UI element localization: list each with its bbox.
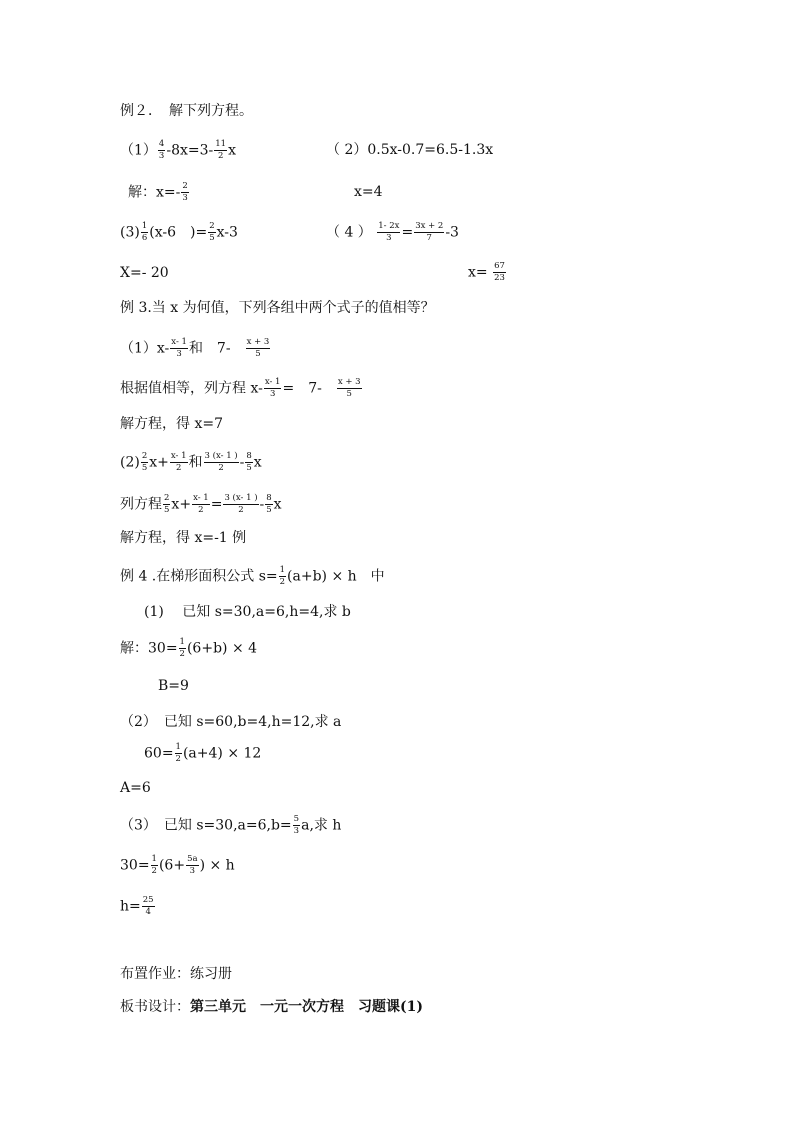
denominator: 5 — [246, 462, 252, 473]
text-segment: （1）x- — [120, 340, 170, 357]
text-segment: 和 7- — [188, 340, 245, 357]
numerator: x- 1 — [170, 451, 187, 461]
numerator: 1- 2x — [378, 221, 400, 231]
text-segment: x= — [468, 264, 488, 281]
example-3-title: 例 3.当 x 为何值，下列各组中两个式子的值相等？ — [120, 300, 435, 316]
fraction — [414, 222, 444, 243]
ex2-problem-3 — [120, 222, 238, 243]
fraction — [175, 743, 182, 764]
ex4-answer-1 — [120, 638, 257, 659]
denominator: 4 — [145, 906, 151, 917]
denominator: 2 — [238, 504, 244, 515]
fraction — [208, 222, 215, 243]
ex4-result-3 — [120, 896, 156, 917]
fraction — [158, 140, 165, 161]
fraction — [163, 494, 170, 515]
fraction — [192, 494, 210, 515]
text-segment: 例 4 .在梯形面积公式 s= — [120, 568, 278, 585]
text-segment: (a+4) × 12 — [182, 745, 262, 762]
ex2-solution-4 — [468, 262, 507, 283]
fraction — [179, 638, 186, 659]
fraction — [170, 338, 188, 359]
denominator: 2 — [218, 462, 224, 473]
text-segment: (3) — [120, 224, 140, 241]
fraction — [141, 222, 148, 243]
fraction — [141, 452, 148, 473]
numerator: 3x + 2 — [415, 221, 444, 231]
fraction — [377, 222, 400, 243]
text-segment: h= — [120, 898, 141, 915]
ex2-problem-2: （ 2）0.5x-0.7=6.5-1.3x — [326, 142, 494, 158]
numerator: 1 — [151, 854, 157, 864]
fraction — [245, 452, 252, 473]
denominator: 5 — [141, 462, 148, 473]
ex2-solution-2: x=4 — [354, 184, 383, 200]
text-segment: 60= — [144, 745, 174, 762]
text-segment: ) × h — [199, 857, 235, 874]
text-segment: （1） — [120, 142, 157, 159]
text-segment: (2) — [120, 454, 140, 471]
text-segment: (6+ — [158, 857, 186, 874]
numerator: x + 3 — [246, 337, 270, 347]
ex3-solution-2: 解方程，得 x=-1 例 — [120, 530, 247, 546]
denominator: 2 — [179, 648, 185, 659]
text-segment: x — [273, 496, 282, 513]
denominator: 2 — [176, 462, 182, 473]
denominator: 5 — [255, 348, 261, 359]
ex4-result-1: B=9 — [158, 678, 189, 694]
fraction — [293, 815, 300, 836]
fraction — [223, 494, 258, 515]
numerator: 25 — [142, 895, 154, 905]
text-segment: -3 — [445, 224, 459, 241]
ex4-result-2: A=6 — [120, 780, 151, 796]
numerator: 8 — [266, 493, 272, 503]
fraction — [214, 140, 227, 161]
text-segment: = 7- — [282, 380, 336, 397]
ex3-equation-1 — [120, 378, 363, 399]
denominator: 3 — [386, 232, 392, 243]
text-segment: = — [401, 224, 414, 241]
ex2-problem-4 — [326, 222, 459, 243]
denominator: 2 — [217, 150, 224, 161]
fraction — [186, 855, 198, 876]
numerator: 3 (x- 1 ) — [224, 493, 258, 503]
text-segment: (6+b) × 4 — [186, 640, 258, 657]
text-segment: x+ — [171, 496, 192, 513]
numerator: 5a — [187, 854, 198, 864]
denominator: 3 — [293, 825, 300, 836]
fraction — [181, 182, 188, 203]
denominator: 3 — [182, 192, 188, 203]
denominator: 6 — [141, 232, 148, 243]
fraction — [337, 378, 362, 399]
ex2-problem-1 — [120, 140, 236, 161]
numerator: 5 — [293, 814, 300, 824]
ex4-answer-3 — [120, 855, 235, 876]
denominator: 5 — [164, 504, 170, 515]
fraction — [204, 452, 239, 473]
denominator: 3 — [189, 865, 196, 876]
numerator: 2 — [209, 221, 215, 231]
ex4-answer-2 — [144, 743, 261, 764]
denominator: 2 — [151, 865, 157, 876]
text-segment: 第三单元 一元一次方程 习题课(1) — [190, 999, 423, 1015]
fraction — [170, 452, 188, 473]
denominator: 5 — [266, 504, 272, 515]
text-segment: 30= — [120, 857, 150, 874]
numerator: x- 1 — [264, 377, 281, 387]
denominator: 3 — [176, 348, 182, 359]
ex3-problem-2 — [120, 452, 262, 473]
text-segment: = — [210, 496, 223, 513]
text-segment: a,求 h — [301, 817, 342, 834]
text-segment: 解：x=- — [128, 184, 181, 201]
text-segment: （3） 已知 s=30,a=6,b= — [120, 817, 292, 834]
numerator: x- 1 — [171, 337, 187, 347]
denominator: 2 — [279, 576, 286, 587]
text-segment: 根据值相等，列方程 x- — [120, 380, 263, 397]
denominator: 7 — [426, 232, 432, 243]
denominator: 2 — [175, 753, 181, 764]
ex4-question-2: （2） 已知 s=60,b=4,h=12,求 a — [120, 714, 342, 730]
fraction — [151, 855, 158, 876]
text-segment: (x-6 )= — [149, 224, 208, 241]
denominator: 5 — [209, 232, 215, 243]
numerator: 1 — [179, 637, 185, 647]
numerator: 11 — [215, 139, 227, 149]
ex3-equation-2 — [120, 494, 282, 515]
fraction — [246, 338, 271, 359]
fraction — [265, 494, 272, 515]
text-segment: (a+b) × h 中 — [287, 568, 385, 585]
text-segment: x — [228, 142, 236, 159]
numerator: 2 — [141, 451, 148, 461]
ex2-solution-3: X=- 20 — [120, 265, 169, 281]
ex4-question-1: (1) 已知 s=30,a=6,h=4,求 b — [144, 604, 351, 620]
numerator: 2 — [164, 493, 170, 503]
fraction — [264, 378, 282, 399]
numerator: 1 — [141, 221, 148, 231]
text-segment: -8x=3- — [166, 142, 214, 159]
ex3-problem-1 — [120, 338, 271, 359]
numerator: x- 1 — [193, 493, 209, 503]
homework-line: 布置作业：练习册 — [120, 966, 232, 982]
numerator: 2 — [182, 181, 188, 191]
fraction — [142, 896, 155, 917]
text-segment: x — [253, 454, 262, 471]
numerator: 1 — [175, 742, 181, 752]
text-segment: 列方程 — [120, 496, 162, 513]
denominator: 2 — [198, 504, 204, 515]
text-segment: 和 — [188, 454, 203, 471]
numerator: 4 — [158, 139, 165, 149]
text-segment: - — [239, 454, 245, 471]
numerator: 67 — [494, 261, 505, 271]
denominator: 5 — [346, 388, 352, 399]
numerator: x + 3 — [337, 377, 361, 387]
example-4-title — [120, 566, 385, 587]
text-segment: x-3 — [216, 224, 238, 241]
numerator: 8 — [246, 451, 252, 461]
text-segment: x+ — [149, 454, 169, 471]
text-segment: 解：30= — [120, 640, 178, 657]
denominator: 3 — [269, 388, 276, 399]
fraction — [493, 262, 506, 283]
ex2-solution-1 — [128, 182, 190, 203]
text-segment: 板书设计： — [120, 999, 190, 1015]
text-segment: （ 4 ） — [326, 224, 372, 241]
ex4-question-3 — [120, 815, 341, 836]
text-segment: - — [259, 496, 265, 513]
numerator: 1 — [279, 565, 286, 575]
ex3-solution-1: 解方程，得 x=7 — [120, 416, 223, 432]
fraction — [279, 566, 286, 587]
example-2-title: 例２． 解下列方程。 — [120, 103, 253, 119]
board-design-line — [120, 1000, 423, 1014]
denominator: 23 — [494, 272, 505, 283]
numerator: 3 (x- 1 ) — [204, 451, 238, 461]
denominator: 3 — [158, 150, 165, 161]
